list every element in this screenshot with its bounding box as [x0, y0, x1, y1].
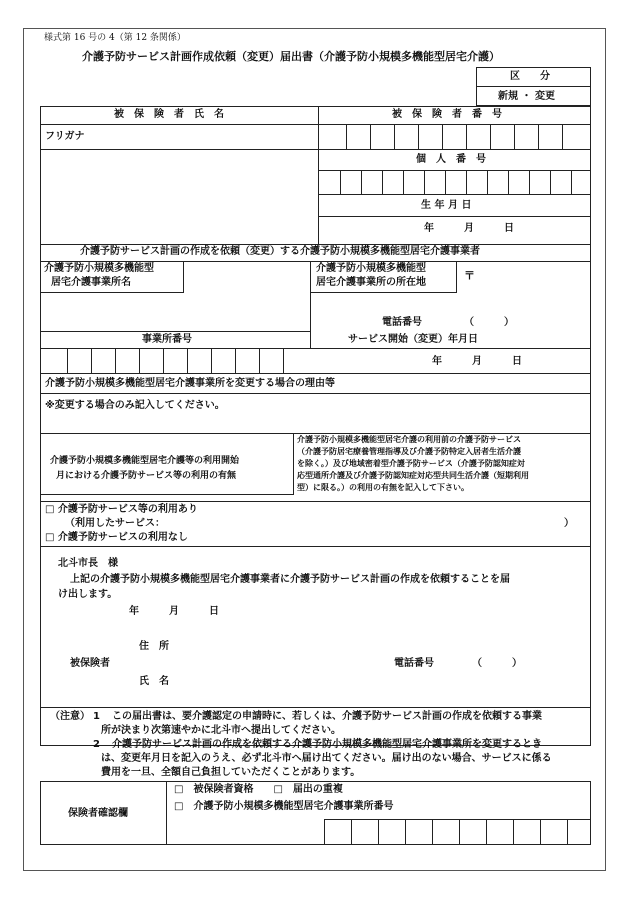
note-1-line-1: この届出書は、要介護認定の申請時に、若しくは、介護予防サービス計画の作成を依頼する事業 [112, 711, 542, 722]
form-title: 介護予防サービス計画作成依頼（変更）届出書（介護予防小規模多機能型居宅介護） [82, 50, 500, 63]
postal-mark: 〒 [464, 269, 475, 282]
address-label-1: 介護予防小規模多機能型 [316, 263, 426, 274]
usage-right-line-5: 型）に限る。）の利用の有無を記入して下さい。 [297, 483, 469, 492]
change-reason-field[interactable] [40, 393, 591, 433]
declaration-date[interactable]: 年 月 日 [129, 606, 219, 617]
declaration-body-1: 上記の介護予防小規模多機能型居宅介護事業者に介護予防サービス計画の作成を依頼することを届 [70, 574, 510, 585]
service-start-header: サービス開始（変更）年月日 [348, 334, 478, 345]
usage-left-line-1: 介護予防小規模多機能型居宅介護等の利用開始 [50, 456, 240, 466]
provider-section-header: 介護予防サービス計画の作成を依頼（変更）する介護予防小規模多機能型居宅介護事業者 [80, 246, 480, 257]
phone-label: 電話番号 [382, 317, 422, 328]
note-2-line-3: 費用を一旦、全額自己負担していただくことがあります。 [101, 767, 361, 778]
change-reason-note: ※変更する場合のみ記入してください。 [45, 400, 225, 411]
birthdate-header: 生 年 月 日 [421, 200, 472, 211]
insurer-check-item-2[interactable]: □ 介護予防小規模多機能型居宅介護事業所番号 [174, 801, 394, 812]
note-2-line-1: 介護予防サービス計画の作成を依頼する介護予防小規模多機能型居宅介護事業所を変更するとき [112, 739, 542, 750]
office-number-header: 事業所番号 [142, 334, 192, 345]
insurer-check-label: 保険者確認欄 [68, 808, 128, 819]
usage-left-line-2: 月における介護予防サービス等の利用の有無 [56, 471, 237, 481]
name-label: 氏 名 [139, 676, 169, 687]
insurer-check-item-1[interactable]: □ 被保険者資格 □ 届出の重複 [174, 784, 343, 795]
usage-right-line-1: 介護予防小規模多機能型居宅介護の利用前の介護予防サービス [297, 435, 521, 444]
service-start-value[interactable]: 年 月 日 [432, 356, 522, 367]
phone-parens[interactable]: （ ） [464, 317, 514, 328]
usage-right-line-3: を除く。）及び地域密着型介護予防サービス（介護予防認知症対 [297, 459, 525, 468]
declaration-phone-label: 電話番号 [394, 658, 434, 669]
form-page [23, 28, 606, 871]
insured-name-header: 被 保 険 者 氏 名 [114, 109, 224, 120]
office-name-label-1: 介護予防小規模多機能型 [44, 263, 154, 274]
birthdate-value[interactable]: 年 月 日 [424, 223, 514, 234]
used-services-close: ） [564, 518, 574, 529]
usage-right-line-4: 応型通所介護及び介護予防認知症対応型共同生活介護（短期利用 [297, 471, 529, 480]
address-label-2: 居宅介護事業所の所在地 [316, 277, 426, 288]
note-1-number: 1 [93, 711, 100, 722]
insured-label: 被保険者 [70, 658, 110, 669]
insured-number-header: 被 保 険 者 番 号 [392, 109, 502, 120]
note-2-number: 2 [93, 739, 100, 750]
personal-number-header: 個 人 番 号 [416, 154, 486, 165]
address-label: 住 所 [139, 641, 169, 652]
option-no[interactable]: □ 介護予防サービスの利用なし [45, 532, 188, 543]
category-header: 区 分 [510, 71, 550, 82]
note-1-line-2: 所が決まり次第速やかに北斗市へ提出してください。 [101, 725, 341, 736]
office-name-label-2: 居宅介護事業所名 [51, 277, 131, 288]
declaration-body-2: け出します。 [58, 589, 118, 600]
form-number: 様式第 16 号の 4（第 12 条関係） [44, 33, 186, 43]
insured-name-field[interactable] [40, 149, 318, 244]
declaration-phone-parens[interactable]: （ ） [472, 658, 522, 669]
notes-prefix: （注意） [50, 711, 90, 722]
addressee: 北斗市長 様 [58, 558, 118, 569]
option-yes[interactable]: □ 介護予防サービス等の利用あり [45, 504, 198, 515]
note-2-line-2: は、変更年月日を記入のうえ、必ず北斗市へ届け出てください。届け出のない場合、サービスに係る [101, 753, 552, 764]
usage-right-line-2: （介護予防居宅療養管理指導及び介護予防特定入居者生活介護 [297, 447, 521, 456]
used-services-label: （利用したサービス： [65, 518, 165, 529]
furigana-label: フリガナ [45, 131, 85, 142]
category-value[interactable]: 新規 ・ 変更 [498, 91, 555, 102]
change-reason-header: 介護予防小規模多機能型居宅介護事業所を変更する場合の理由等 [45, 378, 335, 389]
